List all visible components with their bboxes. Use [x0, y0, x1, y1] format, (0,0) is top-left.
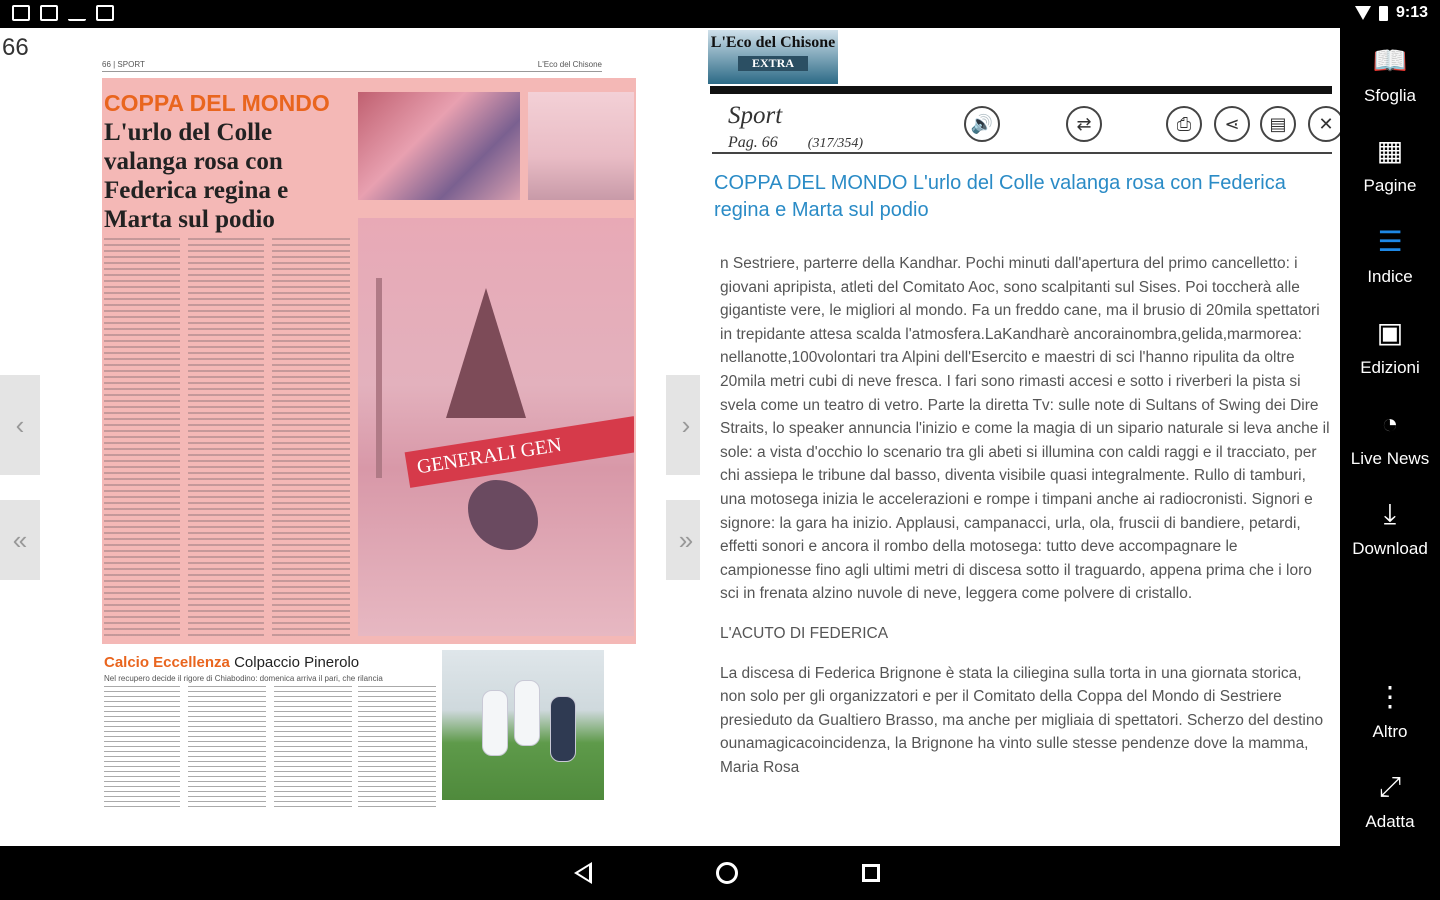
status-bar [0, 0, 1440, 28]
logo-badge: EXTRA [738, 56, 808, 71]
highlighted-article[interactable] [102, 78, 636, 644]
sidebar [1340, 28, 1440, 846]
wifi-icon [1355, 6, 1371, 20]
close-icon: ✕ [1318, 113, 1334, 134]
article-headline: L'urlo del Colle valanga rosa con Federica regina e Marta sul podio [104, 119, 289, 233]
system-nav-bar [0, 846, 1440, 900]
article-paragraph: n Sestriere, parterre della Kandhar. Pochi minuti dall'apertura del primo cancelletto: i giovani apripista, atleti del Comitato Aoc, sono scalpitanti sul Sises. Poi toccherà alle gigantiste vere, le migliori al mondo. Fa un freddo cane, ma il brusio di 20mila spettatori in trepidante attesa scalda l'atmosfera.LaKandharè ancorainombra,gelida,marmorea: nellanotte,100volontari tra Alpini dell'Esercito e maestri di sci l'hanno ripulita da oltre 20mila metri cubi di neve fresca. I fari sono rimasti accesi e sotto i riverberi la pista si svela come un teatro di vetro. Parte la diretta Tv: sulle note di Sultans of Swing dei Dire Straits, lo speaker annuncia l'inizio e come la magia di un sipario naturale si leva anche il sole: a vista d'occhio lo scenario tra gli abeti si illumina con caldi raggi e il tracciato, per chi assiepa le tribune dal basso, diventa visibile quasi integralmente. Rullo di tamburi, una motosega inizia le accelerazioni e rompe i timpani anche ai radiocronisti. Signori e signore: la gara ha inizio. Applausi, campanacci, urla, ola, fruscii di bandiere, petardi, effetti sonori e ancora il rombo della motosega: tutto deve accompagnare le campionesse fino agli ultimi metri di discesa sotto il traguardo, appena prima che i loro sci in frenata alzino nuvole di neve, leggera come polvere di cristallo. [720, 255, 1330, 603]
more-icon: ⋮ [1376, 681, 1404, 712]
toolbar-rule [712, 152, 1332, 154]
clock: 9:13 [1395, 4, 1428, 21]
page-info [728, 134, 863, 152]
grid-icon: ▦ [1376, 135, 1404, 166]
newspaper-page[interactable] [102, 58, 636, 848]
sidebar-item-label: Adatta [1365, 812, 1415, 831]
header-rule [710, 86, 1332, 94]
page-count: (317/354) [807, 136, 863, 151]
sidebar-item-pagine[interactable] [1340, 136, 1440, 196]
secondary-article[interactable] [102, 650, 636, 820]
article-kicker: COPPA DEL MONDO [104, 90, 330, 116]
keyboard-icon [96, 5, 114, 21]
copy-button[interactable] [1260, 106, 1296, 142]
text-column [272, 238, 350, 638]
sidebar-item-live-news[interactable] [1340, 409, 1440, 469]
sidebar-item-edizioni[interactable] [1340, 318, 1440, 378]
prev-page-button[interactable]: ‹ [0, 375, 40, 475]
list-icon: ☰ [1377, 226, 1403, 257]
photo-slalom [358, 218, 634, 636]
runhead-left: 66 | SPORT [102, 60, 145, 69]
player [514, 680, 540, 746]
copy-icon: ▤ [1269, 113, 1287, 134]
page-runhead [102, 60, 602, 72]
close-button[interactable] [1308, 106, 1340, 142]
section-title: Sport [728, 102, 783, 129]
print-button[interactable] [1166, 106, 1202, 142]
sidebar-item-label: Live News [1350, 449, 1430, 468]
book-icon: 📖 [1372, 45, 1408, 76]
download-icon: ⤓ [1383, 498, 1397, 529]
print-icon: ⎙ [1176, 113, 1192, 134]
logo-title: L'Eco del Chisone [710, 34, 836, 51]
sidebar-item-adatta[interactable] [1340, 772, 1440, 832]
secondary-title: Colpaccio Pinerolo [234, 654, 360, 671]
sidebar-item-altro[interactable] [1340, 682, 1440, 742]
sponsor-banner: GENERALI GEN [405, 416, 634, 488]
recent-apps-icon[interactable] [862, 864, 880, 882]
publication-logo [708, 30, 838, 84]
article-title: COPPA DEL MONDO L'urlo del Colle valanga rosa con Federica regina e Marta sul podio [714, 172, 1286, 221]
sidebar-item-sfoglia[interactable] [1340, 46, 1440, 106]
gallery-icon [40, 5, 58, 21]
text-column [274, 686, 352, 808]
back-icon[interactable] [574, 862, 592, 884]
fit-screen-icon: ⤢ [1378, 771, 1402, 802]
sidebar-item-label: Download [1352, 539, 1428, 558]
secondary-subtitle: Nel recupero decide il rigore di Chiabodino: domenica arriva il pari, che rilancia [104, 674, 383, 683]
runhead-right: L'Eco del Chisone [537, 60, 602, 69]
article-paragraph: La discesa di Federica Brignone è stata la ciliegina sulla torta in una giornata storica, non solo per gli organizzatori e per il Comitato della Coppa del Mondo di Sestriere presieduto da Gualtiero Brasso, ma anche per migliaia di spettatori. Scherzo del destino ounamagicacoincidenza, la Brignone ha vinto sulle stesse pendenze dove la mamma, Maria Rosa [720, 664, 1324, 776]
sidebar-item-label: Pagine [1363, 176, 1417, 195]
text-column [104, 238, 180, 638]
audio-icon: 🔊 [970, 113, 994, 134]
article-subheading: L'ACUTO DI FEDERICA [720, 624, 889, 642]
swap-icon: ⇄ [1076, 113, 1092, 134]
skier [468, 480, 538, 550]
pine-tree [446, 288, 526, 418]
text-column [358, 686, 436, 808]
article-body [720, 252, 1330, 795]
photo-skier-snow [528, 92, 634, 200]
next-page-button[interactable]: › [666, 375, 706, 475]
rss-icon: ◔ [1381, 408, 1399, 439]
audio-button[interactable] [964, 106, 1000, 142]
home-icon[interactable] [716, 862, 738, 884]
player [550, 696, 576, 762]
photo-football [442, 650, 604, 800]
page-label: Pag. 66 [728, 134, 778, 151]
calendar-icon: ▣ [1376, 317, 1404, 348]
secondary-kicker: Calcio Eccellenza [104, 654, 230, 671]
text-column [104, 686, 180, 808]
sidebar-item-label: Sfoglia [1364, 86, 1416, 105]
page-number: 66 [2, 34, 29, 61]
sidebar-item-label: Altro [1372, 722, 1408, 741]
share-button[interactable] [1214, 106, 1250, 142]
secondary-headline [104, 654, 359, 671]
first-page-button[interactable]: « [0, 500, 40, 580]
check-icon [68, 5, 86, 21]
sidebar-item-label: Edizioni [1360, 358, 1420, 377]
screenshot-icon [12, 5, 30, 21]
floodlight-pole [376, 278, 382, 478]
sidebar-item-label: Indice [1367, 267, 1413, 286]
share-icon: ⋖ [1224, 113, 1240, 134]
player [482, 690, 508, 756]
page-viewer[interactable] [0, 28, 700, 846]
swap-button[interactable] [1066, 106, 1102, 142]
photo-podium [358, 92, 520, 200]
article-reader[interactable] [700, 28, 1340, 846]
last-page-button[interactable]: » [666, 500, 706, 580]
sidebar-item-indice[interactable] [1340, 227, 1440, 287]
battery-icon [1379, 6, 1388, 21]
text-column [188, 686, 266, 808]
text-column [188, 238, 264, 638]
sidebar-item-download[interactable] [1340, 499, 1440, 559]
